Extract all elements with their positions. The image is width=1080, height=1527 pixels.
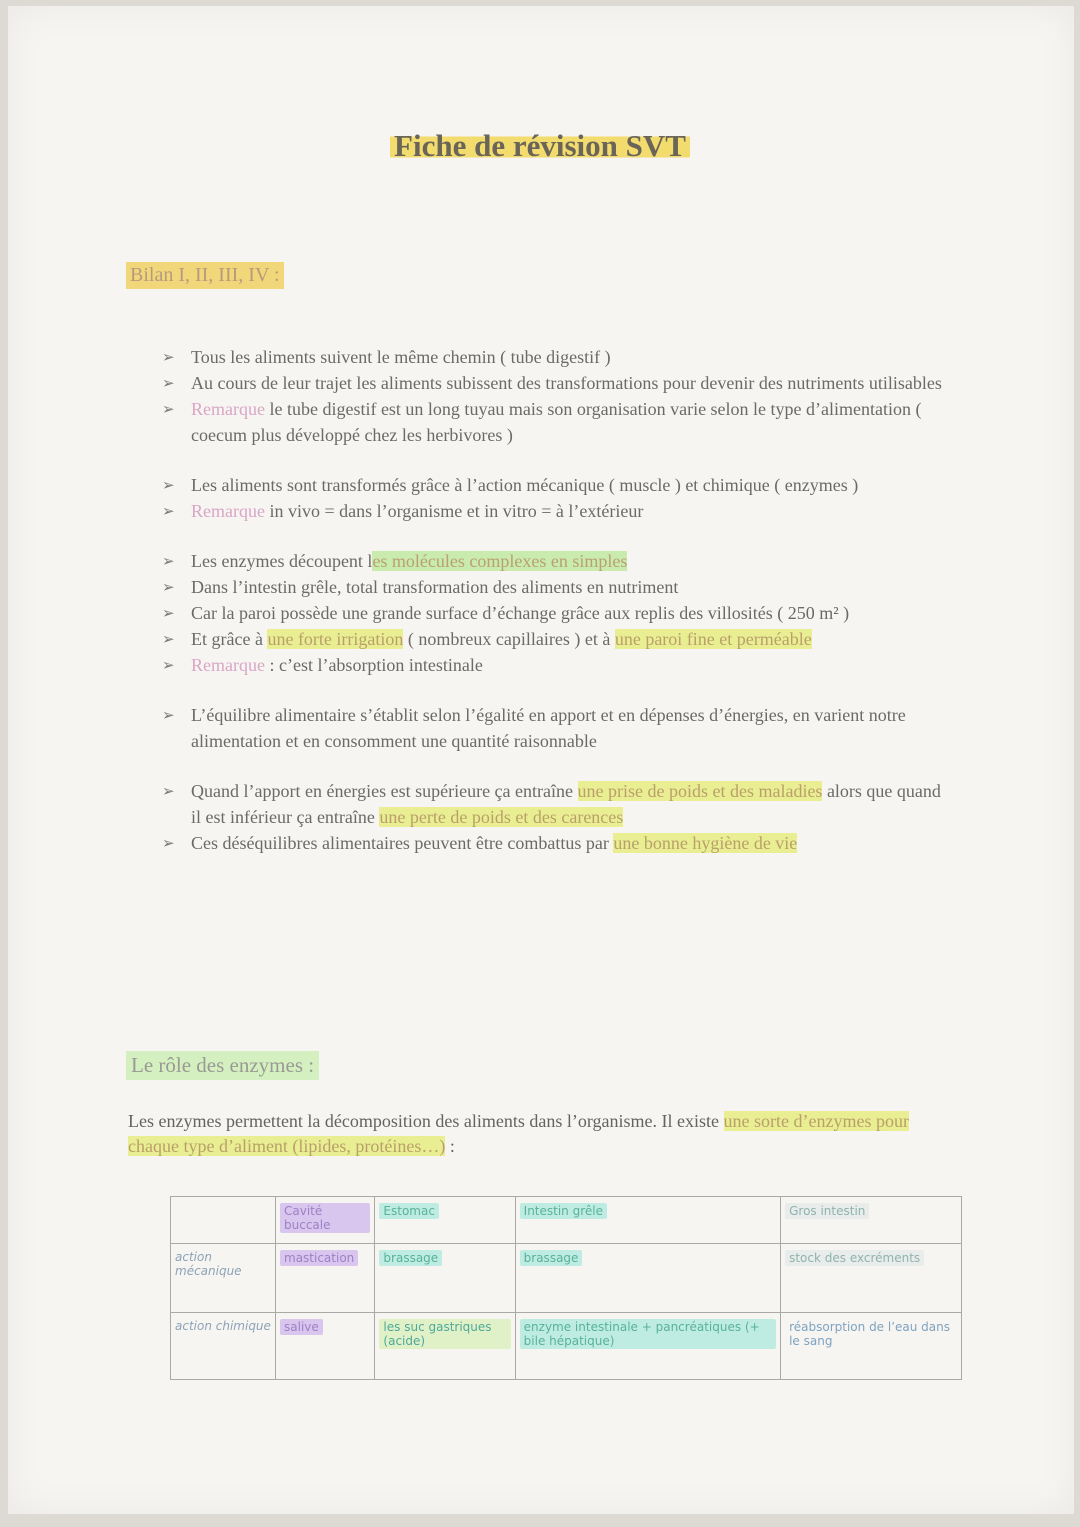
enzymes-paragraph: Les enzymes permettent la décomposition des aliments dans l’organisme. Il existe une sorte d’enzymes pour chaque type d’aliment (lipides, protéines…) : xyxy=(128,1111,909,1156)
highlight: une sorte d’enzymes pour chaque type d’aliment (lipides, protéines…) xyxy=(128,1111,909,1156)
bilan-bullet-list xyxy=(160,344,950,856)
table-row-label: action chimique xyxy=(171,1313,276,1380)
table-cell: brassage xyxy=(515,1244,780,1313)
table-header-cell: Estomac xyxy=(375,1197,515,1244)
section-heading-enzymes: Le rôle des enzymes : xyxy=(126,1051,319,1080)
highlight: une paroi fine et perméable xyxy=(614,629,812,649)
table-header-cell: Intestin grêle xyxy=(515,1197,780,1244)
table-row xyxy=(171,1244,962,1313)
table-corner-cell xyxy=(171,1197,276,1244)
bullet-item: ➢ Les enzymes découpent les molécules complexes en simples xyxy=(160,548,950,574)
highlight: une prise de poids et des maladies xyxy=(577,781,823,801)
bullet-item: ➢ Au cours de leur trajet les aliments subissent des transformations pour devenir des nutriments utilisables xyxy=(160,370,950,396)
highlight: une bonne hygiène de vie xyxy=(613,833,798,853)
bullet-item: ➢ Tous les aliments suivent le même chemin ( tube digestif ) xyxy=(160,344,950,370)
enzymes-table xyxy=(170,1196,962,1380)
bullet-item: ➢ Remarque le tube digestif est un long tuyau mais son organisation varie selon le type d’alimentation ( coecum plus développé chez les herbivores ) xyxy=(160,396,950,448)
bullet-item: ➢ Et grâce à une forte irrigation ( nombreux capillaires ) et à une paroi fine et perméable xyxy=(160,626,950,652)
bullet-item: ➢ L’équilibre alimentaire s’établit selon l’égalité en apport et en dépenses d’énergies, en varient notre alimentation et en consomment une quantité raisonnable xyxy=(160,702,950,754)
remark-label: Remarque xyxy=(191,399,265,419)
bullet-item: ➢ Dans l’intestin grêle, total transformation des aliments en nutriment xyxy=(160,574,950,600)
table-cell: stock des excréments xyxy=(781,1244,962,1313)
title-text: Fiche de révision SVT xyxy=(390,128,690,163)
table-header-cell: Cavité buccale xyxy=(276,1197,375,1244)
bullet-item: ➢ Remarque : c’est l’absorption intestinale xyxy=(160,652,950,678)
highlight: une perte de poids et des carences xyxy=(379,807,624,827)
table-header-row xyxy=(171,1197,962,1244)
table-header-cell: Gros intestin xyxy=(781,1197,962,1244)
bullet-item: ➢ Car la paroi possède une grande surface d’échange grâce aux replis des villosités ( 250 m² ) xyxy=(160,600,950,626)
page-title xyxy=(0,128,1080,164)
table-cell: brassage xyxy=(375,1244,515,1313)
table-cell: enzyme intestinale + pancréatiques (+ bile hépatique) xyxy=(515,1313,780,1380)
table-row-label: action mécanique xyxy=(171,1244,276,1313)
highlight: es molécules complexes en simples xyxy=(372,551,628,571)
remark-label: Remarque xyxy=(191,655,265,675)
table-cell: mastication xyxy=(276,1244,375,1313)
table-cell: les suc gastriques (acide) xyxy=(375,1313,515,1380)
bullet-item: ➢ Ces déséquilibres alimentaires peuvent être combattus par une bonne hygiène de vie xyxy=(160,830,950,856)
remark-label: Remarque xyxy=(191,501,265,521)
table-row xyxy=(171,1313,962,1380)
bullet-item: ➢ Remarque in vivo = dans l’organisme et in vitro = à l’extérieur xyxy=(160,498,950,524)
bullet-item: ➢ Les aliments sont transformés grâce à l’action mécanique ( muscle ) et chimique ( enzymes ) xyxy=(160,472,950,498)
table-cell: réabsorption de l’eau dans le sang xyxy=(781,1313,962,1380)
section-heading-bilan: Bilan I, II, III, IV : xyxy=(126,262,284,289)
table-cell: salive xyxy=(276,1313,375,1380)
highlight: une forte irrigation xyxy=(267,629,404,649)
bullet-item: ➢ Quand l’apport en énergies est supérieure ça entraîne une prise de poids et des maladies alors que quand il est inférieur ça entraîne une perte de poids et des carences xyxy=(160,778,950,830)
